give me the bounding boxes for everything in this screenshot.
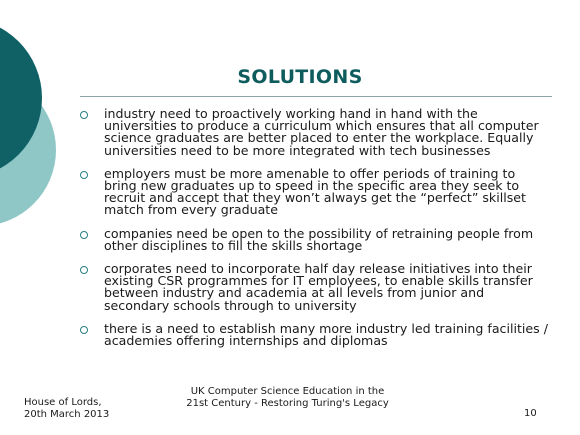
bullet-text: companies need be open to the possibility of retraining people from other disciplines to fill the skills shortage bbox=[104, 225, 534, 253]
decorative-circles bbox=[0, 0, 80, 240]
footer-venue-date: House of Lords, 20th March 2013 bbox=[24, 397, 110, 420]
hollow-circle-bullet-icon bbox=[80, 171, 88, 179]
hollow-circle-bullet-icon bbox=[80, 326, 88, 334]
slide-page-number: 10 bbox=[524, 408, 537, 419]
title-divider bbox=[80, 96, 552, 97]
bullet-item bbox=[80, 263, 550, 312]
footer-presentation-title: UK Computer Science Education in the 21st Century - Restoring Turing's Legacy bbox=[186, 386, 389, 409]
hollow-circle-bullet-icon bbox=[80, 111, 88, 119]
bullet-text: industry need to proactively working hand in hand with the universities to produce a curriculum which ensures that all computer science graduates are better placed to enter the workplace. Equally universities need to be more integrated with tech businesses bbox=[104, 106, 539, 158]
bullet-item bbox=[80, 225, 550, 253]
hollow-circle-bullet-icon bbox=[80, 231, 88, 239]
slide-title: SOLUTIONS bbox=[237, 66, 363, 88]
bullet-text: employers must be more amenable to offer periods of training to bring new graduates up to speed in the specific area they seek to recruit and accept that they won’t always get the “perfect” skillset match from every graduate bbox=[104, 165, 526, 218]
bullet-text: corporates need to incorporate half day release initiatives into their existing CSR programmes for IT employees, to enable skills transfer between industry and academia at all levels from junior and secondary schools through to university bbox=[104, 261, 533, 313]
bullet-item bbox=[80, 108, 550, 157]
bullet-item bbox=[80, 320, 550, 349]
bullet-list bbox=[80, 108, 550, 358]
bullet-text: there is a need to establish many more industry led training facilities / academies offering internships and diplomas bbox=[104, 320, 548, 349]
decorative-circles-graphic bbox=[0, 0, 80, 240]
bullet-item bbox=[80, 165, 550, 218]
hollow-circle-bullet-icon bbox=[80, 266, 88, 274]
